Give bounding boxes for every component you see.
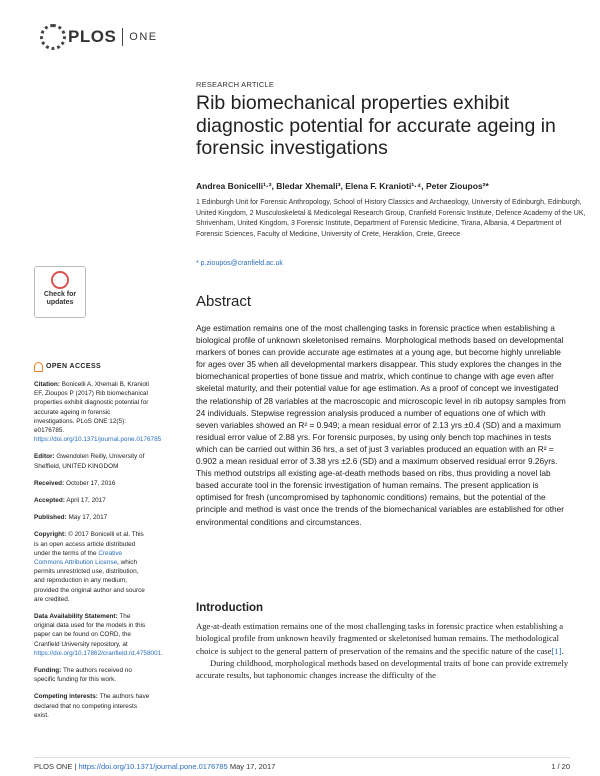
- affiliations: 1 Edinburgh Unit for Forensic Anthropology, School of History Classics and Archaeology, University of Edinburgh, Edinburgh, United Kingdom, 2 Musculoskeletal & Medicolegal Research Group, Cranfield Forensic Institute, Defence Academy of the UK, Shrivenham, United Kingdom, 3 Forensic Institute, Department of Forensic Medicine, Tirana, Albania, 4 Department of Forensic Sciences, Faculty of Medicine, University of Crete, Heraklion, Crete, Greece: [196, 199, 586, 238]
- badge-line-2: updates: [46, 299, 74, 306]
- funding-label: Funding:: [34, 667, 62, 675]
- article-title: Rib biomechanical properties exhibit diagnostic potential for accurate ageing in forensic investigations: [196, 92, 556, 159]
- logo-divider: [122, 28, 123, 46]
- abstract-text: Age estimation remains one of the most challenging tasks in forensic practice when establishing a biological profile of unknown skeletonised remains. Morphological methods based on developmental markers of bones can provide accurate age estimates at a young age, but become highly unreliable for ages over 35 when all developmental markers disappear. This study explores the changes in the biomechanical properties of bone tissue and matrix, which continue to change with age even after skeletal maturity, and their potential value for age estimation. As a proof of concept we investigated the relationship of 28 variables at the macroscopic and microscopic level in rib autopsy samples from 24 individuals. Stepwise regression analysis produced a number of equations one of which with seven variables showed an R² = 0.949; a mean residual error of 2.13 yrs ±0.4 (SD) and a maximum residual error value of 2.88 yrs. For forensic purposes, by using only bench top machines in tests which can be carried out within 36 hrs, a set of just 3 variables produced an equation with an R² = 0.902 a mean residual error of 3.38 yrs ±2.6 (SD) and a maximum observed residual error 9.26yrs. This method outstrips all existing age-at-death methods based on ribs, thus providing a novel lab based accurate tool in the forensic investigation of human remains. The present application is optimised for fresh (uncompromised by taphonomic conditions) remains, but the potential of the principle and method is vast once the trends of the biomechanical variables are established for other environmental conditions and circumstances.: [196, 323, 566, 527]
- introduction-body: [196, 620, 570, 681]
- logo-sub: ONE: [129, 31, 158, 43]
- published-date: May 17, 2017: [68, 514, 108, 522]
- accepted-label: Accepted:: [34, 497, 65, 505]
- open-access-text: OPEN ACCESS: [46, 363, 102, 371]
- abstract-heading: Abstract: [196, 293, 252, 310]
- competing-label: Competing interests:: [34, 693, 98, 701]
- citation-block: [34, 380, 162, 444]
- editor-label: Editor:: [34, 453, 55, 461]
- accepted-block: [34, 496, 150, 505]
- copyright-text-1: © 2017 Bonicelli et al. This is an open access article distributed under the terms of the: [34, 531, 144, 557]
- funding-text: The authors received no specific funding for this work.: [34, 667, 132, 684]
- footer-divider: [34, 757, 570, 758]
- copyright-label: Copyright:: [34, 531, 67, 539]
- plos-logo-icon: [40, 24, 66, 50]
- published-block: [34, 513, 150, 522]
- author-list: Andrea Bonicelli¹·², Bledar Xhemali³, Elena F. Kranioti¹·⁴, Peter Zioupos²*: [196, 181, 489, 191]
- received-label: Received:: [34, 479, 65, 487]
- open-access-label: [34, 362, 150, 372]
- plos-logo[interactable]: [40, 24, 158, 50]
- intro-para1-text: Age-at-death estimation remains one of the most challenging tasks in forensic practice when establishing a biological profile from unknown heavily fragmented or skeletonised human remains. The methodological choice is subject to the general pattern of preservation of the remains and the specific nature of the case: [196, 621, 564, 656]
- data-availability-text: The original data used for the models in this paper can be found on CORD, the Cranfield University repository, at: [34, 613, 146, 648]
- copyright-block: [34, 530, 150, 604]
- footer-journal: PLOS ONE |: [34, 762, 77, 771]
- intro-paragraph-1: [196, 620, 570, 657]
- intro-para1-end: .: [561, 645, 564, 656]
- editor-block: [34, 452, 150, 470]
- data-availability-label: Data Availability Statement:: [34, 613, 118, 621]
- article-type: RESEARCH ARTICLE: [196, 80, 275, 89]
- page-number: 1 / 20: [551, 762, 570, 771]
- citation-ref-1[interactable]: [1]: [551, 645, 562, 656]
- editor-text: Gwendolen Reilly, University of Sheffield, UNITED KINGDOM: [34, 453, 145, 470]
- check-for-updates-badge[interactable]: [34, 266, 86, 318]
- corresponding-email[interactable]: * p.zioupos@cranfield.ac.uk: [196, 260, 283, 267]
- footer-date: May 17, 2017: [229, 762, 276, 771]
- introduction-heading: Introduction: [196, 602, 264, 614]
- received-block: [34, 479, 150, 488]
- citation-doi-link[interactable]: https://doi.org/10.1371/journal.pone.0176785: [34, 436, 162, 444]
- open-lock-icon: [34, 362, 43, 372]
- received-date: October 17, 2016: [65, 479, 116, 487]
- competing-interests-block: [34, 692, 150, 720]
- article-sidebar: [34, 362, 163, 728]
- copyright-text-2: , which permits unrestricted use, distribution, and reproduction in any medium, provided the original author and source are credited.: [34, 559, 145, 603]
- footer-doi-link[interactable]: https://doi.org/10.1371/journal.pone.0176785: [78, 762, 228, 771]
- data-doi-link[interactable]: https://doi.org/10.17862/cranfield.rd.4758001.: [34, 649, 163, 657]
- citation-label: Citation:: [34, 381, 60, 388]
- accepted-date: April 17, 2017: [66, 497, 106, 505]
- citation-text: Bonicelli A, Xhemali B, Kranioti EF, Zioupos P (2017) Rib biomechanical properties exhibit diagnostic potential for accurate ageing in forensic investigations. PLoS ONE 12(5): e0176785.: [34, 381, 150, 435]
- check-updates-icon: [51, 271, 69, 289]
- license-link[interactable]: Creative Commons Attribution License: [34, 549, 123, 567]
- funding-block: [34, 666, 150, 684]
- intro-paragraph-2: During childhood, morphological methods based on developmental traits of bone can provide extremely accurate results, but taphonomic changes increase the difficulty of the: [196, 657, 569, 681]
- data-availability-block: [34, 612, 163, 658]
- competing-text: The authors have declared that no competing interests exist.: [34, 693, 150, 719]
- logo-text: PLOS: [68, 27, 117, 46]
- page-footer: [34, 762, 275, 771]
- published-label: Published:: [34, 514, 67, 522]
- badge-line-1: Check for: [43, 291, 77, 298]
